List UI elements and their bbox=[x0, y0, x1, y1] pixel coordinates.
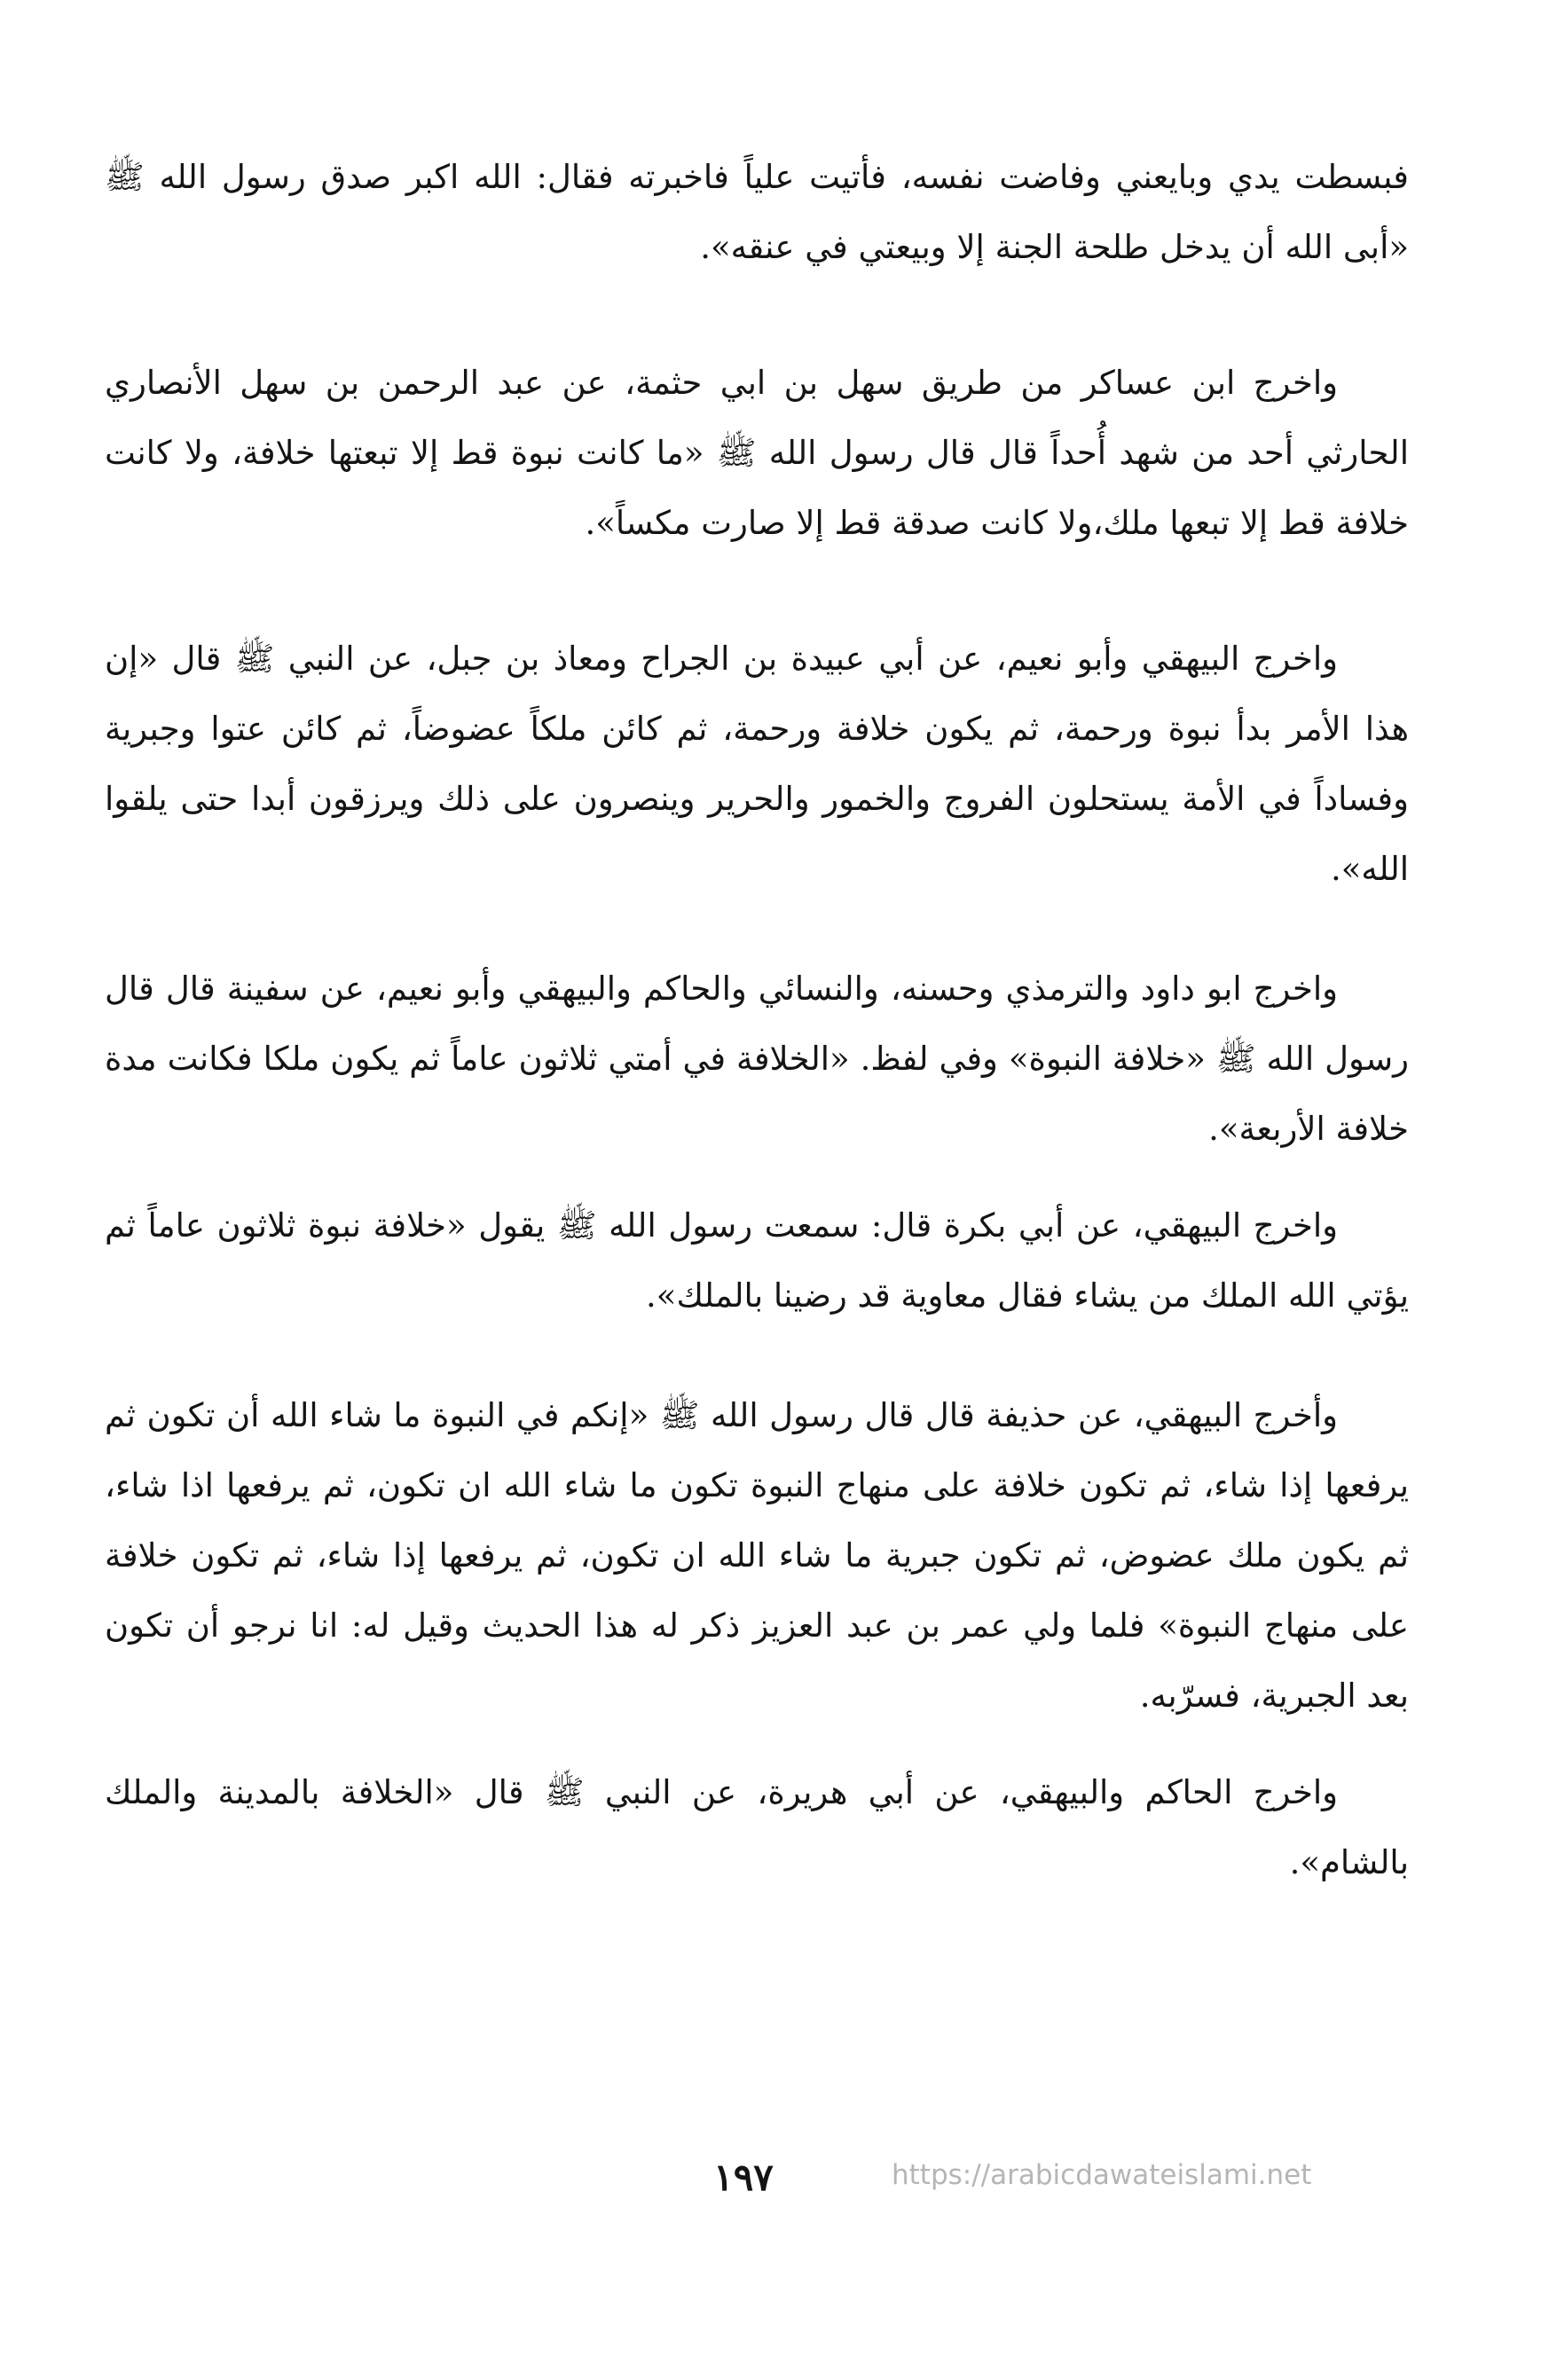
paragraph-4: واخرج ابو داود والترمذي وحسنه، والنسائي والحاكم والبيهقي وأبو نعيم، عن سفينة قال قال رسول الله ﷺ «خلافة النبوة» وفي لفظ. «الخلافة في أمتي ثلاثون عاماً ثم يكون ملكا فكانت مدة خلافة الأربعة». bbox=[105, 970, 1409, 1148]
paragraph-3: واخرج البيهقي وأبو نعيم، عن أبي عبيدة بن الجراح ومعاذ بن جبل، عن النبي ﷺ قال «إن هذا الأمر بدأ نبوة ورحمة، ثم يكون خلافة ورحمة، ثم كائن ملكاً عضوضاً، ثم كائن عتوا وجبرية وفساداً في الأمة يستحلون الفروج والخمور والحرير وينصرون على ذلك ويرزقون أبدا حتى يلقوا الله». bbox=[105, 640, 1409, 888]
paragraph-5: واخرج البيهقي، عن أبي بكرة قال: سمعت رسول الله ﷺ يقول «خلافة نبوة ثلاثون عاماً ثم يؤتي الله الملك من يشاء فقال معاوية قد رضينا بالملك». bbox=[105, 1206, 1409, 1315]
page-number: ١٩٧ bbox=[713, 2156, 774, 2199]
paragraph-7: واخرج الحاكم والبيهقي، عن أبي هريرة، عن النبي ﷺ قال «الخلافة بالمدينة والملك بالشام». bbox=[105, 1773, 1409, 1881]
watermark-url: https://arabicdawateislami.net bbox=[892, 2159, 1312, 2191]
paragraph-1: فبسطت يدي وبايعني وفاضت نفسه، فأتيت علياً فاخبرته فقال: الله اكبر صدق رسول الله ﷺ «أبى الله أن يدخل طلحة الجنة إلا وبيعتي في عنقه». bbox=[105, 158, 1409, 266]
paragraph-2: واخرج ابن عساكر من طريق سهل بن ابي حثمة، عن عبد الرحمن بن سهل الأنصاري الحارثي أحد من شهد أُحداً قال قال رسول الله ﷺ «ما كانت نبوة قط إلا تبعتها خلافة، ولا كانت خلافة قط إلا تبعها ملك،ولا كانت صدقة قط إلا صارت مكساً». bbox=[105, 364, 1409, 542]
page-body bbox=[105, 142, 1409, 1897]
paragraph-6: وأخرج البيهقي، عن حذيفة قال قال رسول الله ﷺ «إنكم في النبوة ما شاء الله أن تكون ثم يرفعها إذا شاء، ثم تكون خلافة على منهاج النبوة تكون ما شاء الله ان تكون، ثم يرفعها اذا شاء، ثم يكون ملك عضوض، ثم تكون جبرية ما شاء الله ان تكون، ثم يرفعها إذا شاء، ثم تكون خلافة على منهاج النبوة» فلما ولي عمر بن عبد العزيز ذكر له هذا الحديث وقيل له: انا نرجو أن تكون بعد الجبرية، فسرّبه. bbox=[105, 1396, 1409, 1715]
